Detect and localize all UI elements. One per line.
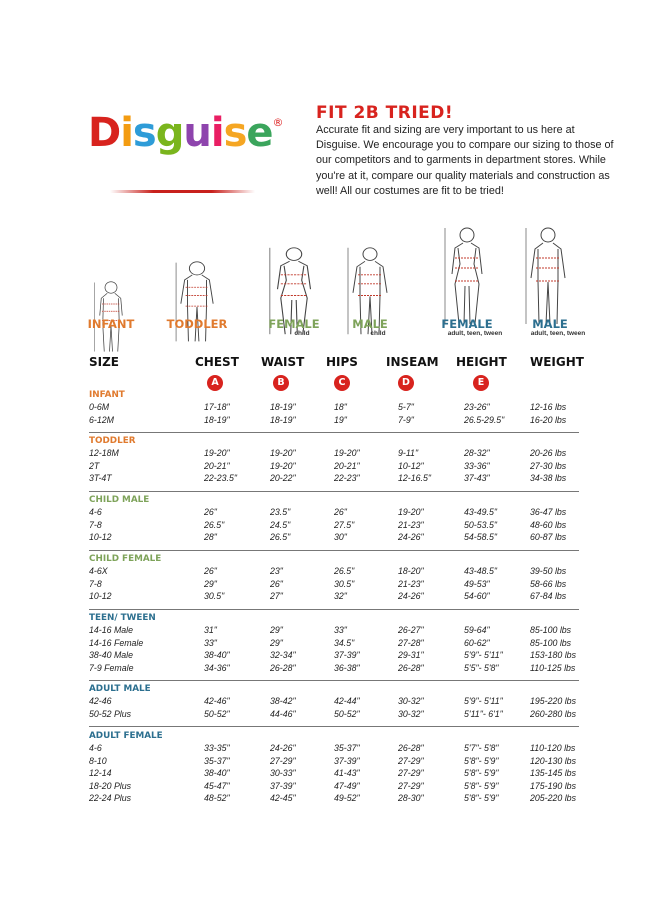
table-cell: 18-20"	[398, 566, 424, 576]
table-cell: 18"	[334, 402, 347, 412]
table-cell: 37-39"	[270, 780, 296, 791]
table-cell: 29"	[204, 578, 217, 589]
section-title: TODDLER	[89, 436, 136, 446]
table-row	[0, 650, 660, 663]
badge-e: E	[473, 375, 489, 391]
table-cell: 7-8	[89, 519, 102, 530]
table-row	[0, 473, 660, 486]
table-cell: 20-26 lbs	[530, 448, 567, 458]
table-cell: 26-28"	[398, 743, 424, 753]
table-cell: 205-220 lbs	[530, 793, 576, 804]
table-cell: 260-280 lbs	[530, 708, 576, 719]
table-cell: 2T	[89, 460, 100, 471]
table-cell: 7-8	[89, 578, 102, 589]
table-cell: 27-29"	[270, 755, 296, 766]
logo-letter: s	[132, 110, 156, 156]
table-cell: 195-220 lbs	[530, 696, 576, 706]
table-cell: 19-20"	[270, 448, 296, 458]
table-cell: 18-19"	[204, 414, 230, 425]
table-cell: 35-37"	[204, 755, 230, 766]
table-cell: 59-64"	[464, 625, 490, 635]
table-cell: 45-47"	[204, 780, 230, 791]
table-cell: 22-23.5"	[204, 473, 237, 484]
section-title: CHILD MALE	[89, 495, 150, 505]
table-row	[0, 709, 660, 722]
table-cell: 24.5"	[270, 519, 291, 530]
logo-underline	[110, 190, 255, 193]
table-cell: 34-36"	[204, 662, 230, 673]
figure-sublabel: adult, teen, tween	[530, 330, 586, 337]
table-cell: 26"	[204, 507, 217, 517]
table-cell: 12-16.5"	[398, 473, 431, 484]
header-hips: HIPS	[326, 355, 358, 369]
table-cell: 8-10	[89, 755, 107, 766]
figure-label: FEMALE	[441, 317, 493, 331]
table-cell: 14-16 Female	[89, 637, 144, 648]
table-cell: 37-39"	[334, 650, 360, 661]
table-cell: 7-9 Female	[89, 662, 134, 673]
table-cell: 23.5"	[270, 507, 291, 517]
logo-letter: i	[120, 110, 133, 156]
table-cell: 0-6M	[89, 402, 110, 412]
table-cell: 110-125 lbs	[530, 662, 576, 673]
figure-sublabel: child	[370, 330, 386, 337]
table-cell: 9-11"	[398, 448, 419, 458]
table-cell: 30-32"	[398, 708, 424, 719]
badge-b: B	[273, 375, 289, 391]
figure-label: TODDLER	[166, 317, 228, 331]
table-cell: 5'9"- 5'11"	[464, 696, 503, 706]
table-cell: 5'8"- 5'9"	[464, 780, 499, 791]
table-cell: 5'5"- 5'8"	[464, 662, 499, 673]
table-cell: 19-20"	[334, 448, 360, 458]
table-cell: 26"	[334, 507, 347, 517]
logo-letter: D	[88, 110, 121, 156]
table-cell: 54-60"	[464, 591, 490, 602]
logo-letter: i	[210, 110, 224, 156]
table-row	[0, 566, 660, 579]
table-cell: 33-35"	[204, 743, 230, 753]
table-cell: 12-16 lbs	[530, 402, 567, 412]
table-cell: 26-28"	[398, 662, 424, 673]
table-cell: 19-20"	[398, 507, 424, 517]
table-cell: 26.5"	[204, 519, 225, 530]
table-cell: 29-31"	[398, 650, 424, 661]
table-cell: 36-38"	[334, 662, 360, 673]
logo-letter: u	[183, 110, 211, 156]
table-cell: 135-145 lbs	[530, 768, 576, 779]
table-cell: 30.5"	[334, 578, 355, 589]
table-cell: 14-16 Male	[89, 625, 134, 635]
table-cell: 110-120 lbs	[530, 743, 576, 753]
table-cell: 31"	[204, 625, 217, 635]
table-row	[0, 415, 660, 428]
table-cell: 38-40"	[204, 650, 230, 661]
table-cell: 54-58.5"	[464, 532, 497, 543]
table-cell: 30.5"	[204, 591, 225, 602]
table-cell: 38-42"	[270, 696, 296, 706]
table-cell: 29"	[270, 625, 283, 635]
section-title: INFANT	[89, 390, 125, 400]
logo-letter: s	[223, 110, 247, 156]
table-cell: 20-21"	[204, 460, 230, 471]
logo-letter: e	[246, 110, 273, 156]
table-row	[0, 579, 660, 592]
table-cell: 33-36"	[464, 460, 490, 471]
table-cell: 47-49"	[334, 780, 360, 791]
table-cell: 26.5"	[334, 566, 355, 576]
table-cell: 35-37"	[334, 743, 360, 753]
table-cell: 60-62"	[464, 637, 490, 648]
table-cell: 32-34"	[270, 650, 296, 661]
table-cell: 44-46"	[270, 708, 296, 719]
table-cell: 42-45"	[270, 793, 296, 804]
table-cell: 24-26"	[398, 591, 424, 602]
table-row	[0, 402, 660, 415]
section-title: ADULT FEMALE	[89, 731, 163, 741]
table-row	[0, 638, 660, 651]
section-divider	[89, 680, 579, 681]
table-cell: 67-84 lbs	[530, 591, 567, 602]
table-cell: 60-87 lbs	[530, 532, 567, 543]
table-cell: 48-60 lbs	[530, 519, 567, 530]
header-waist: WAIST	[261, 355, 305, 369]
table-cell: 17-18"	[204, 402, 230, 412]
table-cell: 49-52"	[334, 793, 360, 804]
table-cell: 34-38 lbs	[530, 473, 567, 484]
table-row	[0, 793, 660, 806]
table-cell: 26.5"	[270, 532, 291, 543]
table-cell: 26-28"	[270, 662, 296, 673]
table-cell: 33"	[204, 637, 217, 648]
header-size: SIZE	[89, 355, 120, 369]
table-row	[0, 756, 660, 769]
header-chest: CHEST	[195, 355, 239, 369]
table-cell: 175-190 lbs	[530, 780, 576, 791]
table-cell: 4-6	[89, 507, 102, 517]
table-cell: 32"	[334, 591, 347, 602]
table-cell: 33"	[334, 625, 347, 635]
table-cell: 27-29"	[398, 755, 424, 766]
table-cell: 27"	[270, 591, 283, 602]
table-cell: 24-26"	[270, 743, 296, 753]
header-weight: WEIGHT	[530, 355, 584, 369]
table-cell: 6-12M	[89, 414, 114, 425]
table-cell: 12-18M	[89, 448, 119, 458]
table-cell: 42-44"	[334, 696, 360, 706]
table-row	[0, 696, 660, 709]
figure-female-icon	[432, 218, 502, 328]
table-cell: 34.5"	[334, 637, 355, 648]
table-row	[0, 532, 660, 545]
table-cell: 30"	[334, 532, 347, 543]
table-row	[0, 591, 660, 604]
table-cell: 50-52"	[334, 708, 360, 719]
table-cell: 12-14	[89, 768, 112, 779]
table-cell: 50-53.5"	[464, 519, 497, 530]
section-divider	[89, 726, 579, 727]
table-row	[0, 781, 660, 794]
table-cell: 26-27"	[398, 625, 424, 635]
table-cell: 10-12	[89, 532, 112, 543]
table-cell: 28-32"	[464, 448, 490, 458]
table-cell: 7-9"	[398, 414, 414, 425]
table-cell: 26"	[204, 566, 217, 576]
table-cell: 16-20 lbs	[530, 414, 567, 425]
table-cell: 10-12	[89, 591, 112, 602]
table-cell: 42-46"	[204, 696, 230, 706]
table-cell: 48-52"	[204, 793, 230, 804]
table-cell: 43-49.5"	[464, 507, 497, 517]
table-cell: 5'8"- 5'9"	[464, 793, 499, 804]
table-row	[0, 743, 660, 756]
table-cell: 4-6X	[89, 566, 108, 576]
table-cell: 19-20"	[204, 448, 230, 458]
section-title: CHILD FEMALE	[89, 554, 162, 564]
figure-label: FEMALE	[268, 317, 320, 331]
table-cell: 5'8"- 5'9"	[464, 755, 499, 766]
table-cell: 27-29"	[398, 768, 424, 779]
table-cell: 23"	[270, 566, 283, 576]
table-cell: 153-180 lbs	[530, 650, 576, 661]
header-height: HEIGHT	[456, 355, 507, 369]
table-cell: 50-52"	[204, 708, 230, 719]
table-cell: 27.5"	[334, 519, 355, 530]
table-cell: 85-100 lbs	[530, 625, 572, 635]
section-divider	[89, 491, 579, 492]
table-cell: 27-30 lbs	[530, 460, 567, 471]
table-cell: 85-100 lbs	[530, 637, 572, 648]
table-cell: 5'9"- 5'11"	[464, 650, 503, 661]
figure-sublabel: adult, teen, tween	[447, 330, 503, 337]
figure-label: MALE	[352, 317, 388, 331]
table-cell: 42-46	[89, 696, 112, 706]
table-row	[0, 520, 660, 533]
table-row	[0, 663, 660, 676]
table-cell: 18-19"	[270, 414, 296, 425]
badge-a: A	[207, 375, 223, 391]
section-divider	[89, 550, 579, 551]
table-cell: 58-66 lbs	[530, 578, 567, 589]
table-cell: 29"	[270, 637, 283, 648]
table-cell: 28"	[204, 532, 217, 543]
table-cell: 28-30"	[398, 793, 424, 804]
table-row	[0, 625, 660, 638]
table-cell: 50-52 Plus	[89, 708, 132, 719]
table-cell: 120-130 lbs	[530, 755, 576, 766]
table-cell: 22-23"	[334, 473, 360, 484]
table-cell: 43-48.5"	[464, 566, 497, 576]
fit-title: FIT 2B TRIED!	[316, 103, 454, 123]
table-cell: 38-40 Male	[89, 650, 134, 661]
table-cell: 18-20 Plus	[89, 780, 132, 791]
table-cell: 41-43"	[334, 768, 360, 779]
table-cell: 18-19"	[270, 402, 296, 412]
section-title: ADULT MALE	[89, 684, 151, 694]
header-inseam: INSEAM	[386, 355, 439, 369]
figure-male-icon	[513, 218, 583, 328]
table-cell: 5'11"- 6'1"	[464, 708, 503, 719]
table-cell: 26"	[270, 578, 283, 589]
table-cell: 5'8"- 5'9"	[464, 768, 499, 779]
table-cell: 3T-4T	[89, 473, 112, 484]
badge-c: C	[334, 375, 350, 391]
table-cell: 27-29"	[398, 780, 424, 791]
table-cell: 21-23"	[398, 519, 424, 530]
table-cell: 19"	[334, 414, 347, 425]
table-cell: 24-26"	[398, 532, 424, 543]
table-cell: 38-40"	[204, 768, 230, 779]
table-row	[0, 461, 660, 474]
table-row	[0, 768, 660, 781]
table-cell: 30-33"	[270, 768, 296, 779]
table-cell: 49-53"	[464, 578, 490, 589]
badge-d: D	[398, 375, 414, 391]
table-cell: 37-39"	[334, 755, 360, 766]
logo-letter: g	[155, 110, 184, 156]
table-cell: 4-6	[89, 743, 102, 753]
table-cell: 20-22"	[270, 473, 296, 484]
table-cell: 30-32"	[398, 696, 424, 706]
table-cell: 39-50 lbs	[530, 566, 567, 576]
table-row	[0, 507, 660, 520]
table-cell: 5-7"	[398, 402, 414, 412]
section-divider	[89, 432, 579, 433]
table-cell: 10-12"	[398, 460, 424, 471]
registered-mark: ®	[272, 116, 283, 129]
disguise-logo	[88, 110, 283, 156]
table-cell: 20-21"	[334, 460, 360, 471]
figure-label: INFANT	[87, 317, 135, 331]
figure-label: MALE	[532, 317, 568, 331]
table-cell: 36-47 lbs	[530, 507, 567, 517]
figure-sublabel: child	[294, 330, 310, 337]
table-cell: 22-24 Plus	[89, 793, 132, 804]
table-cell: 37-43"	[464, 473, 490, 484]
table-cell: 26.5-29.5"	[464, 414, 505, 425]
table-row	[0, 448, 660, 461]
table-cell: 21-23"	[398, 578, 424, 589]
table-cell: 19-20"	[270, 460, 296, 471]
table-cell: 5'7"- 5'8"	[464, 743, 499, 753]
fit-description: Accurate fit and sizing are very important to us here at Disguise. We encourage you to compare our sizing to those of our competitors and to garments in department stores. While you're at it, compare our quality materials and construction as well! All our costumes are fit to be tried!	[316, 124, 614, 197]
figure-infant-icon	[76, 245, 146, 355]
section-title: TEEN/ TWEEN	[89, 613, 156, 623]
table-cell: 23-26"	[464, 402, 490, 412]
section-divider	[89, 609, 579, 610]
table-cell: 27-28"	[398, 637, 424, 648]
